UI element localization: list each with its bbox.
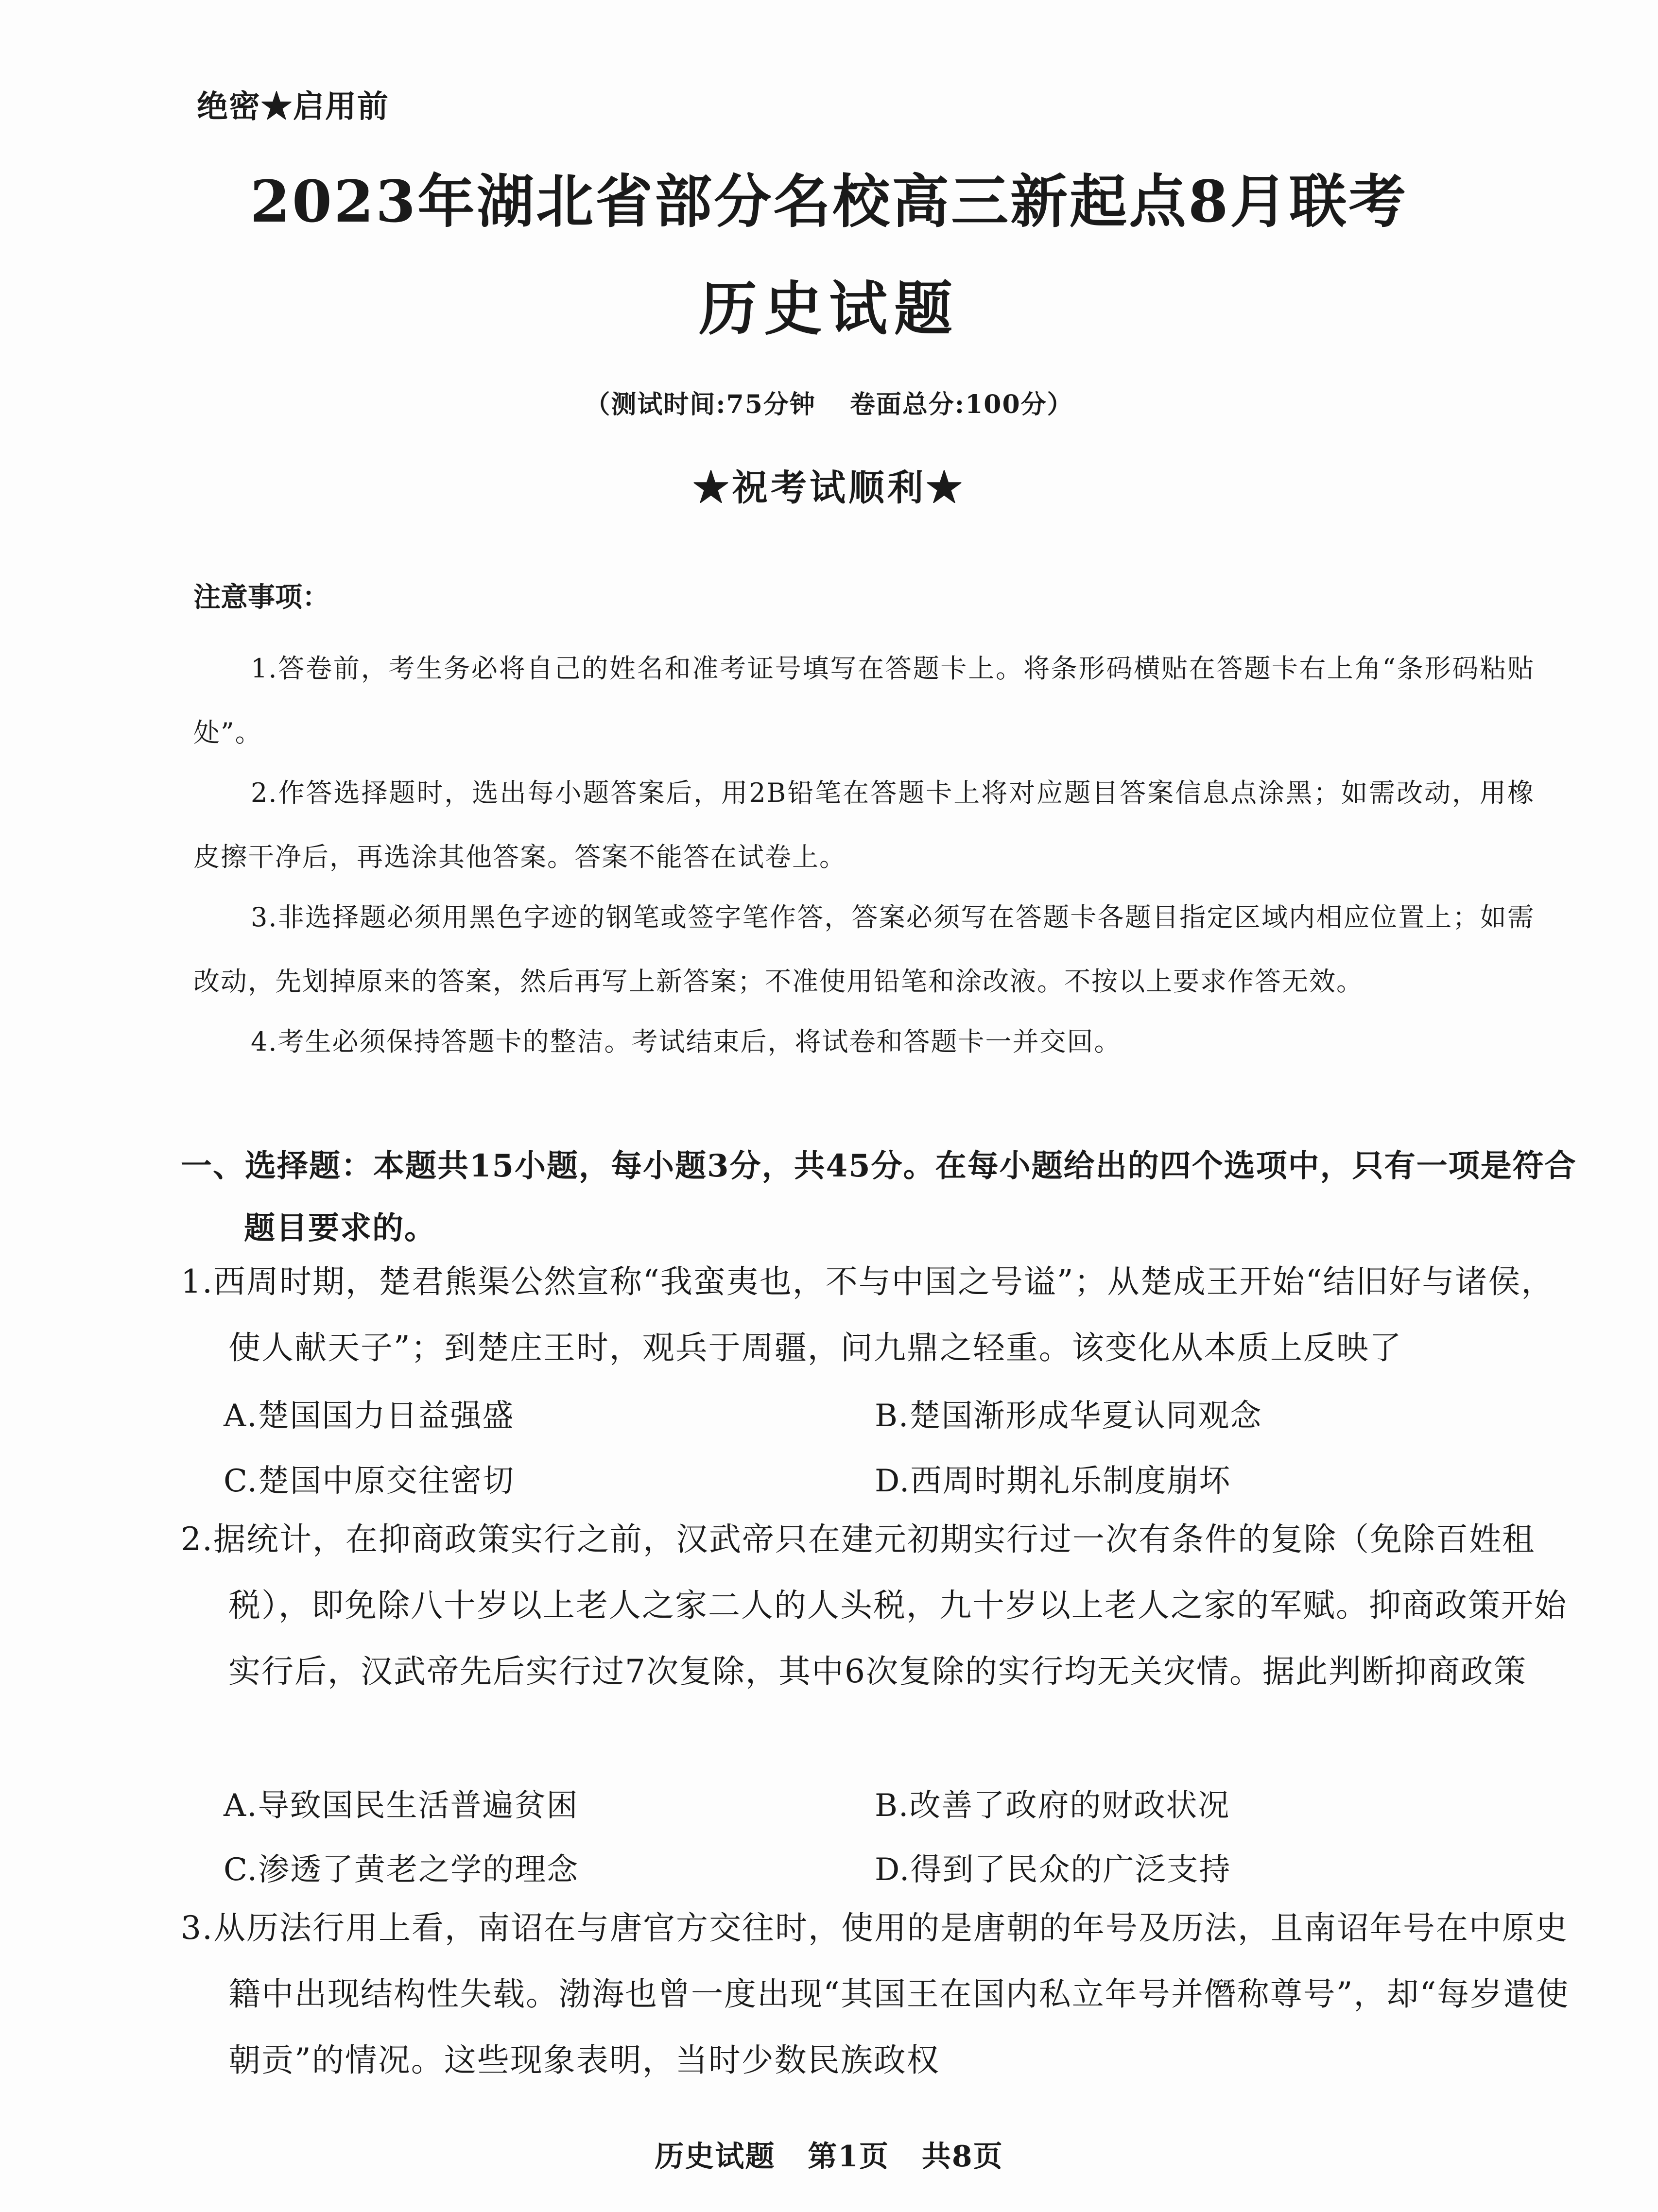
good-luck-line: ★祝考试顺利★: [693, 467, 965, 509]
question-1-stem: 1.西周时期，楚君熊渠公然宣称“我蛮夷也，不与中国之号谥”；从楚成王开始“结旧好与诸侯，使人献天子”；到楚庄王时，观兵于周疆，问九鼎之轻重。该变化从本质上反映了: [181, 1263, 1554, 1366]
question-1-option-c: C.楚国中原交往密切: [224, 1463, 515, 1499]
exam-total-score: 卷面总分:100分）: [849, 390, 1073, 419]
footer-page-number: 第1页: [808, 2140, 889, 2174]
footer-subject: 历史试题: [655, 2140, 776, 2174]
confidential-label: 绝密★启用前: [197, 88, 389, 125]
question-1-option-b: B.楚国渐形成华夏认同观念: [875, 1398, 1262, 1434]
question-2-option-d: D.得到了民众的广泛支持: [875, 1852, 1231, 1888]
page-footer: [0, 2133, 1658, 2175]
notice-heading: 注意事项：: [193, 581, 329, 613]
exam-meta: [0, 384, 1658, 420]
notice-item: 2.作答选择题时，选出每小题答案后，用2B铅笔在答题卡上将对应题目答案信息点涂黑；如需改动，用橡皮擦干净后，再选涂其他答案。答案不能答在试卷上。: [193, 778, 1535, 872]
question-1-option-d: D.西周时期礼乐制度崩坏: [875, 1463, 1231, 1499]
question-1-option-a: A.楚国国力日益强盛: [224, 1398, 515, 1434]
notice-item: 4.考生必须保持答题卡的整洁。考试结束后，将试卷和答题卡一并交回。: [251, 1026, 1122, 1057]
footer-page-total: 共8页: [921, 2140, 1003, 2174]
question-2-option-c: C.渗透了黄老之学的理念: [224, 1852, 579, 1888]
subject-title: 历史试题: [699, 275, 959, 343]
question-3-stem: 3.从历法行用上看，南诏在与唐官方交往时，使用的是唐朝的年号及历法，且南诏年号在中原史籍中出现结构性失载。渤海也曾一度出现“其国王在国内私立年号并僭称尊号”，却“每岁遣使朝贡”的情况。这些现象表明，当时少数民族政权: [181, 1909, 1570, 2079]
notice-item: 3.非选择题必须用黑色字迹的钢笔或签字笔作答，答案必须写在答题卡各题目指定区域内相应位置上；如需改动，先划掉原来的答案，然后再写上新答案；不准使用铅笔和涂改液。不按以上要求作答无效。: [193, 902, 1535, 997]
section-heading: 一、选择题：本题共15小题，每小题3分，共45分。在每小题给出的四个选项中，只有一项是符合题目要求的。: [181, 1148, 1577, 1246]
question-2-option-a: A.导致国民生活普遍贫困: [224, 1788, 579, 1824]
question-2-option-b: B.改善了政府的财政状况: [875, 1788, 1230, 1824]
question-2-stem: 2.据统计，在抑商政策实行之前，汉武帝只在建元初期实行过一次有条件的复除（免除百姓租税），即免除八十岁以上老人之家二人的人头税，九十岁以上老人之家的军赋。抑商政策开始实行后，汉武帝先后实行过7次复除，其中6次复除的实行均无关灾情。据此判断抑商政策: [181, 1521, 1567, 1690]
notice-item: 1.答卷前，考生务必将自己的姓名和准考证号填写在答题卡上。将条形码横贴在答题卡右上角“条形码粘贴处”。: [193, 653, 1535, 748]
exam-duration: （测试时间:75分钟: [585, 390, 816, 419]
exam-title: 2023年湖北省部分名校高三新起点8月联考: [250, 168, 1408, 235]
